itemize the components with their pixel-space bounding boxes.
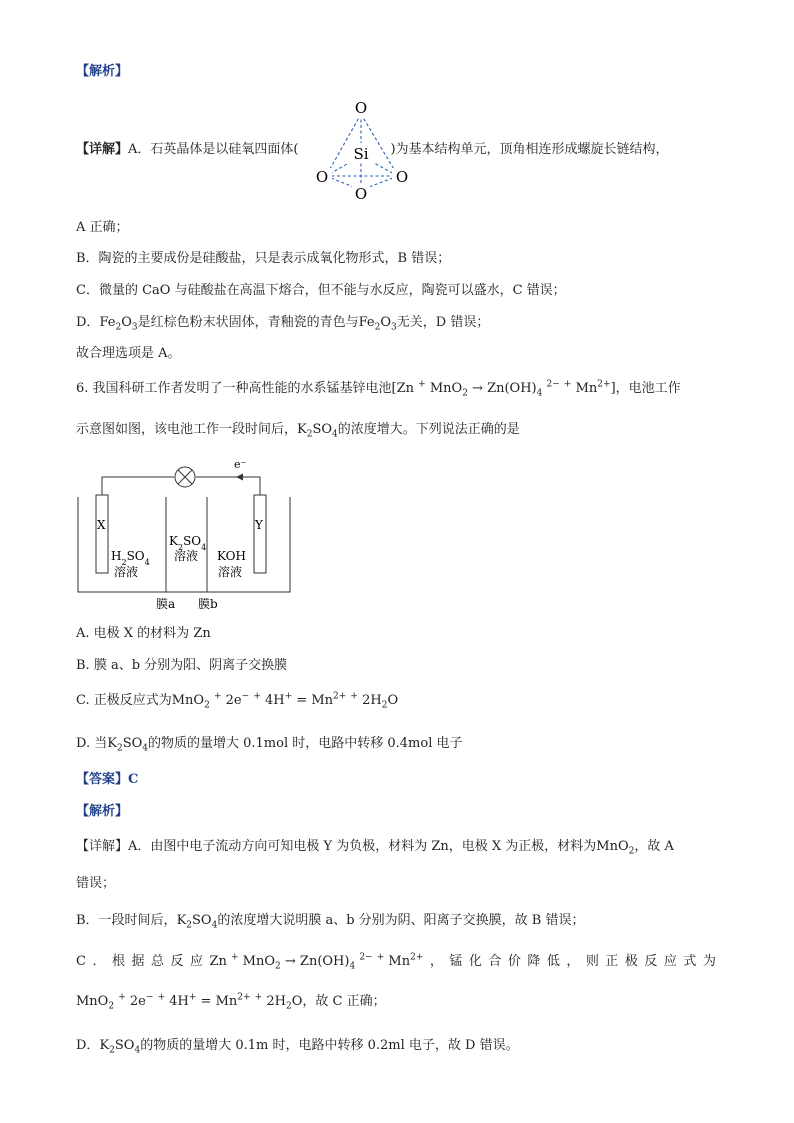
mno2-formula: MnO$_2$	[596, 839, 635, 857]
koh-label: KOH	[217, 549, 246, 563]
option-c-prefix: C. 正极反应式为	[76, 693, 172, 708]
detail2-a-line1	[76, 838, 674, 856]
tetra-center-si: Si	[353, 145, 369, 163]
c-line-char: 锰	[449, 954, 463, 969]
c-line-char: 总	[150, 954, 164, 969]
c-line-char: 则	[585, 954, 599, 969]
electrode-x-label: X	[97, 518, 106, 532]
c-line-reaction: Zn + $MnO_2 \to Zn(OH)_4$ $^{2-}$ + $Mn^{2+}$	[209, 952, 424, 972]
detail-a-text2: )为基本结构单元，顶角相连形成螺旋长链结构，	[390, 142, 669, 157]
silicon-oxygen-tetrahedron-diagram	[310, 96, 414, 208]
c-line-char: ，	[566, 954, 580, 969]
c-line-char: 极	[624, 954, 638, 969]
tetra-left-o: O	[315, 168, 329, 186]
h2so4-label: $H_2SO_4$	[111, 549, 150, 567]
detail2-c-equation: MnO$_2$ + 2e− + $4H^+ = Mn^{2+}$ + $2H_2O$	[76, 992, 303, 1012]
c-line-char: C	[76, 954, 86, 969]
fe2o3-formula-1: $Fe_2O_3$	[99, 315, 138, 333]
detail2-d	[76, 1037, 519, 1055]
electrode-y-label: Y	[255, 518, 263, 532]
conclusion: 故合理选项是 A。	[76, 346, 181, 361]
option-c-equation: MnO$_2$ + 2e− + $4H^+ = Mn^{2+}$ + $2H_2O$	[171, 691, 399, 711]
battery-diagram	[70, 455, 300, 615]
detail2-a-post: ，故 A	[634, 839, 674, 854]
c-line-char: 为	[702, 954, 716, 969]
question-6-line2	[76, 421, 520, 439]
c-line-char: 反	[170, 954, 184, 969]
detail-d-post: 无关，D 错误；	[396, 315, 490, 330]
detail-d	[76, 314, 489, 332]
detail2-d-text: 的物质的量增大 0.1m 时，电路中转移 0.2ml 电子，故 D 错误。	[140, 1038, 519, 1053]
detail2-c-post: ，故 C 正确；	[302, 994, 386, 1009]
detail2-a-text: 【详解】A．由图中电子流动方向可知电极 Y 为负极，材料为 Zn，电极 X 为正极，材料为	[76, 839, 597, 854]
h2so4-solution-label: 溶液	[114, 565, 139, 579]
analysis-label: 【解析】	[76, 64, 129, 79]
c-line-char: 式	[683, 954, 697, 969]
detail2-a-line2: 错误；	[76, 876, 116, 891]
c-line-char: 应	[189, 954, 203, 969]
q6-text3: 示意图如图，该电池工作一段时间后，	[76, 422, 298, 437]
c-line-char: 化	[468, 954, 482, 969]
c-line-char: 正	[605, 954, 619, 969]
detail2-b-text: 的浓度增大说明膜 a、b 分别为阴、阳离子交换膜，故 B 错误；	[217, 913, 585, 928]
k2so4-formula-b: $K_2SO_4$	[176, 913, 218, 931]
koh-solution-label: 溶液	[218, 565, 243, 579]
c-line-char: ．	[92, 954, 106, 969]
detail-a-text1: A．石英晶体是以硅氧四面体(	[128, 142, 299, 157]
electron-label: e⁻	[234, 458, 247, 471]
c-line-char: 应	[663, 954, 677, 969]
c-line-char: 根	[111, 954, 125, 969]
fe2o3-formula-2: $Fe_2O_3$	[358, 315, 397, 333]
option-d-prefix: D. 当	[76, 736, 108, 751]
q6-text1: 6. 我国科研工作者发明了一种高性能的水系锰基锌电池[	[76, 381, 397, 396]
k2so4-formula-d: $K_2SO_4$	[99, 1038, 141, 1056]
detail-d-mid: 是红棕色粉末状固体，青釉瓷的青色与	[137, 315, 359, 330]
k2so4-formula-q6: $K_2SO_4$	[297, 422, 338, 440]
detail2-b-prefix: B．一段时间后，	[76, 913, 177, 928]
k2so4-formula-optd: $K_2SO_4$	[107, 736, 148, 754]
tetra-right-o: O	[395, 168, 409, 186]
detail2-c-line2	[76, 993, 386, 1011]
q6-reaction: Zn + $MnO_2 \to Zn(OH)_4$ $^{2-}$ + $Mn^{2+}$	[396, 379, 611, 399]
k2so4-solution-label: 溶液	[174, 549, 199, 563]
detail-a-line2: A 正确；	[76, 220, 129, 235]
membrane-b-label: 膜b	[198, 597, 218, 611]
membrane-a-label: 膜a	[156, 597, 176, 611]
c-line-char: ，	[429, 954, 443, 969]
detail-b: B．陶瓷的主要成份是硅酸盐，只是表示成氧化物形式，B 错误；	[76, 251, 451, 266]
option-d	[76, 735, 463, 753]
c-line-char: 合	[488, 954, 502, 969]
detail-prefix: 【详解】	[76, 142, 129, 157]
q6-text4: 的浓度增大。下列说法正确的是	[337, 422, 520, 437]
c-line-char: 价	[507, 954, 521, 969]
answer-label: 【答案】C	[76, 772, 139, 787]
detail-d-prefix: D．	[76, 315, 100, 330]
q6-text2: ]，电池工作	[610, 381, 681, 396]
c-line-char: 低	[546, 954, 560, 969]
option-b: B. 膜 a、b 分别为阳、阴离子交换膜	[76, 658, 288, 673]
option-a: A. 电极 X 的材料为 Zn	[76, 626, 211, 641]
tetra-top-o: O	[354, 99, 368, 117]
detail2-c-line1	[76, 953, 716, 971]
c-line-char: 反	[644, 954, 658, 969]
detail-c: C．微量的 CaO 与硅酸盐在高温下熔合，但不能与水反应，陶瓷可以盛水，C 错误；	[76, 283, 566, 298]
question-6-line1	[76, 380, 681, 398]
detail2-b	[76, 912, 584, 930]
detail2-d-prefix: D．	[76, 1038, 100, 1053]
option-d-text: 的物质的量增大 0.1mol 时，电路中转移 0.4mol 电子	[148, 736, 463, 751]
k2so4-diagram-label: $K_2SO_4$	[169, 534, 207, 552]
c-line-char: 降	[527, 954, 541, 969]
analysis-label-2: 【解析】	[76, 804, 129, 819]
tetra-bottom-o: O	[354, 185, 368, 203]
option-c	[76, 692, 398, 710]
c-line-char: 据	[131, 954, 145, 969]
